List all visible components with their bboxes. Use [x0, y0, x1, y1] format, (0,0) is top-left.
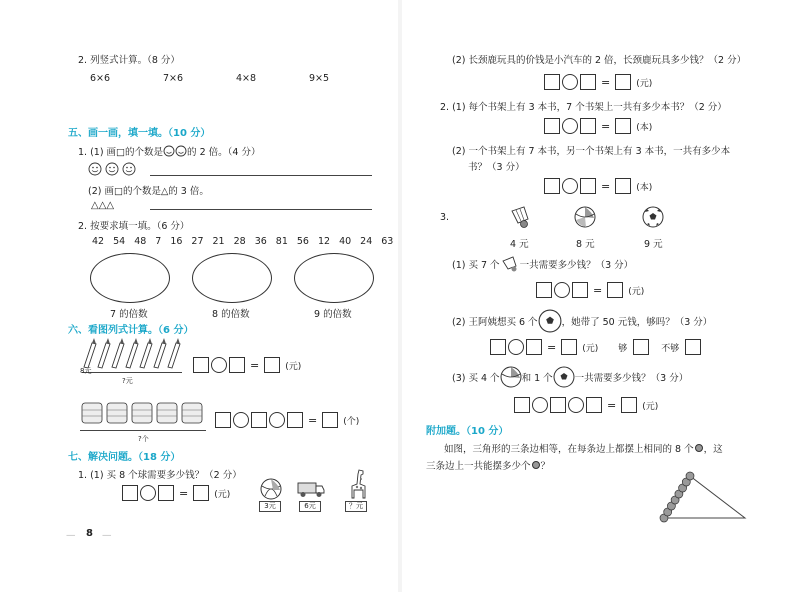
ball-icon: [500, 366, 522, 388]
operator-circle[interactable]: [554, 282, 570, 298]
operator-circle[interactable]: [562, 74, 578, 90]
number: 56: [296, 236, 309, 247]
answer-box[interactable]: [586, 397, 602, 413]
answer-box[interactable]: [526, 339, 542, 355]
shuttlecock-icon: [508, 205, 532, 229]
answer-box[interactable]: [193, 485, 209, 501]
smiley-row: [88, 162, 148, 179]
page-number: 8: [86, 528, 93, 539]
soccer-ball-icon: [553, 366, 575, 388]
bracket-line: [82, 372, 182, 373]
q3-label: 3.: [440, 212, 450, 223]
pen-total: ?元: [122, 377, 133, 385]
q3-3-text-end: 一共需要多少钱？（3 分）: [574, 373, 689, 384]
operator-circle[interactable]: [568, 397, 584, 413]
answer-box[interactable]: [580, 74, 596, 90]
q3-1-text-end: 一共需要多少钱？（3 分）: [519, 260, 634, 271]
number: 28: [233, 236, 246, 247]
answer-box[interactable]: [607, 282, 623, 298]
answer-box[interactable]: [615, 74, 631, 90]
sec5-q1-1-tail: 的 2 倍。（4 分）: [187, 147, 261, 158]
answer-box[interactable]: [122, 485, 138, 501]
sec5-q1-1: [78, 144, 260, 158]
shuttlecock-icon: [500, 256, 520, 272]
bracket-line: [80, 430, 206, 431]
answer-box[interactable]: [550, 397, 566, 413]
number: 81: [275, 236, 288, 247]
equals-sign: =: [179, 486, 189, 500]
extra-title: 附加题。（10 分）: [426, 426, 509, 437]
number: 48: [134, 236, 147, 247]
equals-sign: =: [601, 119, 611, 133]
oval-multiples-8: [192, 253, 272, 303]
answer-box[interactable]: [322, 412, 338, 428]
extra-text-1-end: ，这: [703, 444, 723, 455]
equals-sign: =: [601, 75, 611, 89]
answer-box[interactable]: [580, 178, 596, 194]
q2-1: 2. (1) 每个书架上有 3 本书，7 个书架上一共有多少本书？（2 分）: [440, 102, 727, 113]
operator-circle[interactable]: [211, 357, 227, 373]
enough-checkbox[interactable]: [633, 339, 649, 355]
not-enough-label: 不够: [661, 343, 680, 354]
unit: (元): [628, 286, 645, 297]
operator-circle[interactable]: [532, 397, 548, 413]
q3-3-text-mid: 和 1 个: [521, 373, 553, 384]
two-smiley-faces-icon: [163, 145, 187, 157]
number: 36: [254, 236, 267, 247]
answer-box[interactable]: [264, 357, 280, 373]
price-label: 4 元: [510, 239, 529, 250]
equation-groups: [215, 412, 359, 428]
number: 12: [317, 236, 331, 247]
group-total: ?个: [138, 435, 149, 443]
object-groups: [80, 400, 206, 429]
number: 7: [155, 236, 162, 247]
operator-circle[interactable]: [508, 339, 524, 355]
equals-sign: =: [607, 398, 617, 412]
equation-soccer: [490, 339, 701, 355]
unit: (元): [582, 343, 599, 354]
extra-text-1: 如图，三角形的三条边相等，在每条边上都摆上相同的 8 个: [444, 444, 694, 455]
operator-circle[interactable]: [233, 412, 249, 428]
section-5-title: 五、画一画，填一填。（10 分）: [68, 128, 211, 139]
sec5-q2-title: 2. 按要求填一填。（6 分）: [78, 221, 190, 232]
operator-circle[interactable]: [562, 118, 578, 134]
answer-box[interactable]: [561, 339, 577, 355]
pens-icon: [80, 337, 190, 369]
answer-line: [150, 175, 372, 176]
answer-box[interactable]: [580, 118, 596, 134]
enough-label: 够: [618, 343, 628, 354]
q3-1: [452, 256, 633, 272]
pen-price: 8元: [80, 367, 92, 375]
footer-dash: —: [102, 530, 112, 541]
not-enough-checkbox[interactable]: [685, 339, 701, 355]
number: 63: [381, 236, 394, 247]
unit: (本): [636, 182, 653, 193]
answer-box[interactable]: [287, 412, 303, 428]
answer-box[interactable]: [621, 397, 637, 413]
footer-dash: —: [66, 530, 76, 541]
answer-box[interactable]: [158, 485, 174, 501]
answer-box[interactable]: [544, 74, 560, 90]
bead-triangle-diagram: [650, 470, 750, 526]
extra-text-2: 三条边上一共能摆多少个: [426, 461, 531, 472]
price-tag: ？元: [345, 501, 367, 512]
stacked-objects-icon: [80, 400, 206, 426]
price-label: 9 元: [644, 239, 663, 250]
soccer-ball-icon: [538, 309, 562, 333]
q3-2: [452, 309, 712, 333]
section-6-title: 六、看图列式计算。（6 分）: [68, 325, 194, 336]
extra-text-line2: [426, 458, 550, 472]
oval-multiples-9: [294, 253, 374, 303]
equation-balls: [122, 485, 230, 501]
number-list: [92, 236, 393, 247]
number: 16: [170, 236, 183, 247]
oval-multiples-7: [90, 253, 170, 303]
equation-books-2: [544, 178, 652, 194]
page-gutter: [398, 0, 402, 592]
equation-mixed: [514, 397, 658, 413]
calc-item: 9×5: [309, 73, 330, 84]
oval-label: 7 的倍数: [110, 309, 148, 320]
calc-item: 7×6: [163, 73, 184, 84]
answer-box[interactable]: [544, 118, 560, 134]
number: 27: [191, 236, 204, 247]
equation-giraffe: [544, 74, 652, 90]
number: 40: [339, 236, 352, 247]
answer-box[interactable]: [544, 178, 560, 194]
q3-1-text: (1) 买 7 个: [452, 260, 500, 271]
equals-sign: =: [547, 340, 557, 354]
equation-shuttlecocks: [536, 282, 644, 298]
calc-item: 6×6: [90, 73, 111, 84]
triangles: △△△: [91, 200, 115, 211]
bead-icon: [695, 444, 703, 452]
ball-icon: [260, 478, 282, 500]
pens-group: [80, 337, 190, 372]
extra-text-2-end: ？: [540, 461, 551, 472]
number: 54: [113, 236, 126, 247]
extra-text-line1: [444, 441, 723, 455]
sec7-q1: 1. (1) 买 8 个球需要多少钱？（2 分）: [78, 470, 242, 481]
equals-sign: =: [593, 283, 603, 297]
answer-box[interactable]: [536, 282, 552, 298]
unit: (元): [214, 489, 231, 500]
answer-box[interactable]: [215, 412, 231, 428]
answer-line: [150, 209, 372, 210]
price-tag: 3元: [259, 501, 281, 512]
operator-circle[interactable]: [269, 412, 285, 428]
soccer-ball-icon: [642, 206, 664, 228]
answer-box[interactable]: [490, 339, 506, 355]
price-tag: 6元: [299, 501, 321, 512]
operator-circle[interactable]: [140, 485, 156, 501]
answer-box[interactable]: [229, 357, 245, 373]
answer-box[interactable]: [514, 397, 530, 413]
section-7-title: 七、解决问题。（18 分）: [68, 452, 181, 463]
equation-books-1: [544, 118, 652, 134]
equation-pens: [193, 357, 301, 373]
answer-box[interactable]: [251, 412, 267, 428]
oval-label: 9 的倍数: [314, 309, 352, 320]
smiley-faces-icon: [88, 162, 148, 176]
q3-2-text-end: ，她带了 50 元钱，够吗？（3 分）: [561, 317, 713, 328]
unit: (元): [642, 401, 659, 412]
unit: (本): [636, 122, 653, 133]
unit: (元): [636, 78, 653, 89]
answer-box[interactable]: [572, 282, 588, 298]
giraffe-icon: [345, 468, 369, 500]
q3-3-text: (3) 买 4 个: [452, 373, 500, 384]
q3-3: [452, 366, 688, 388]
number: 21: [212, 236, 225, 247]
toy-car-icon: [296, 480, 326, 498]
answer-box[interactable]: [193, 357, 209, 373]
ball-icon: [574, 206, 596, 228]
equals-sign: =: [250, 358, 260, 372]
equals-sign: =: [308, 413, 318, 427]
answer-box[interactable]: [615, 118, 631, 134]
answer-box[interactable]: [615, 178, 631, 194]
q2-2-line1: (2) 一个书架上有 7 本书，另一个书架上有 3 本书，一共有多少本: [452, 146, 731, 157]
q3-2-text: (2) 王阿姨想买 6 个: [452, 317, 538, 328]
equals-sign: =: [601, 179, 611, 193]
q1-2: (2) 长颈鹿玩具的价钱是小汽车的 2 倍，长颈鹿玩具多少钱？（2 分）: [452, 55, 747, 66]
oval-label: 8 的倍数: [212, 309, 250, 320]
sec5-q1-1-text: 1. (1) 画□的个数是: [78, 147, 164, 158]
sec5-q1-2: (2) 画□的个数是△的 3 倍。: [88, 186, 209, 197]
unit: (元): [285, 361, 302, 372]
operator-circle[interactable]: [562, 178, 578, 194]
bead-icon: [532, 461, 540, 469]
unit: (个): [343, 416, 360, 427]
calc-item: 4×8: [236, 73, 257, 84]
q2-title: 2. 列竖式计算。（8 分）: [78, 55, 180, 66]
q2-2-line2: 书？（3 分）: [468, 162, 525, 173]
number: 24: [360, 236, 373, 247]
price-label: 8 元: [576, 239, 595, 250]
number: 42: [92, 236, 105, 247]
